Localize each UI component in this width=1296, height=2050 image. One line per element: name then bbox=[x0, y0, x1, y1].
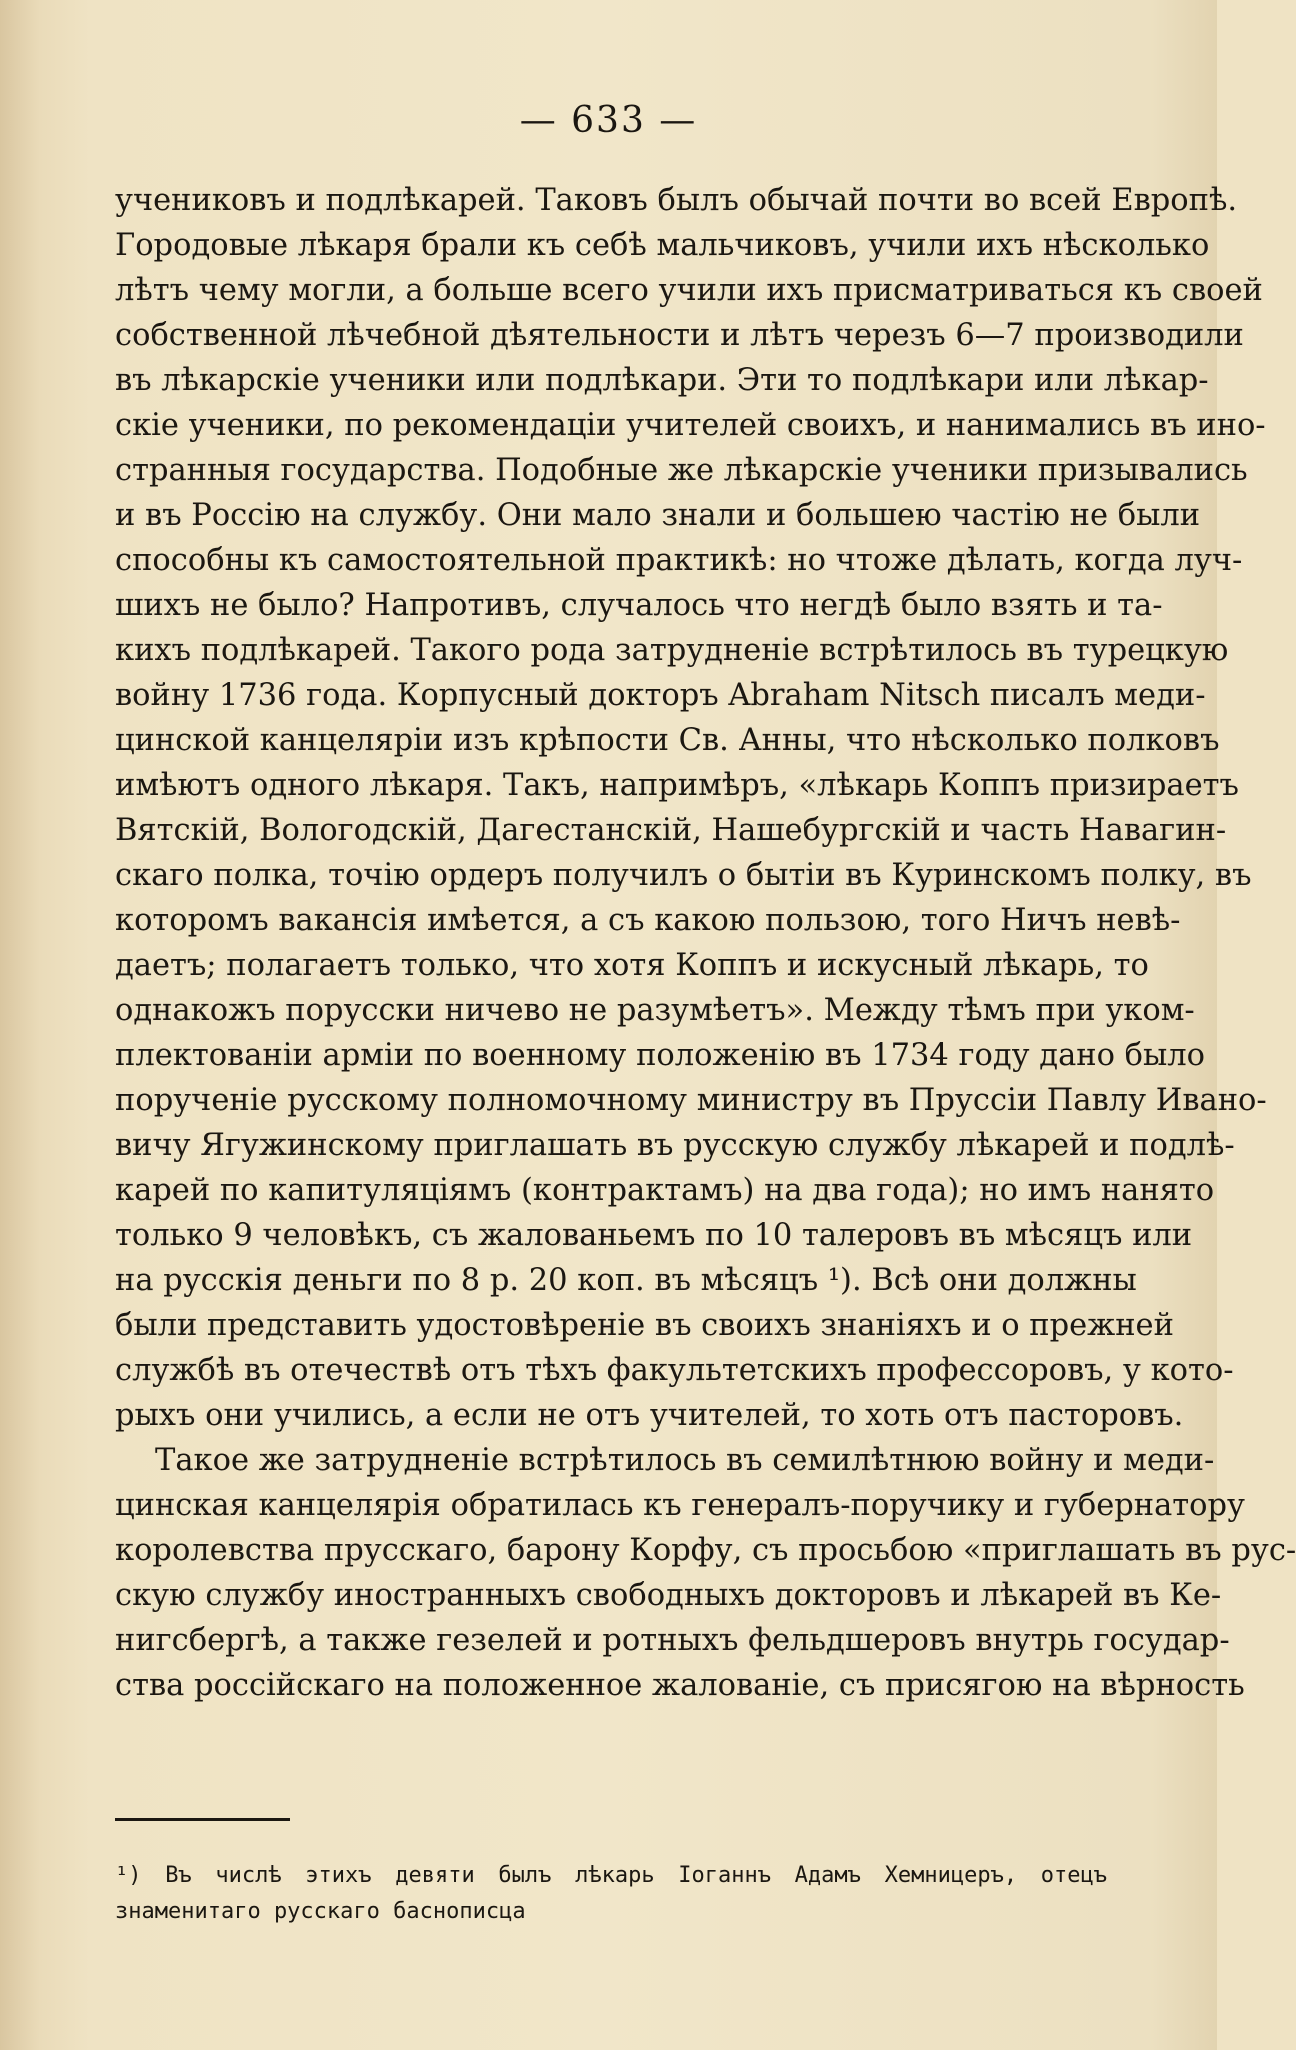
text-line: учениковъ и подлѣкарей. Таковъ былъ обычай почти во всей Европѣ. bbox=[115, 183, 1238, 218]
text-line: только 9 человѣкъ, съ жалованьемъ по 10 талеровъ въ мѣсяцъ или bbox=[115, 1218, 1193, 1253]
text-line: на русскія деньги по 8 р. 20 коп. въ мѣсяцъ ¹). Всѣ они должны bbox=[115, 1263, 1137, 1298]
text-line: странныя государства. Подобные же лѣкарскіе ученики призывались bbox=[115, 453, 1248, 488]
text-line: плектованіи арміи по военному положенію въ 1734 году дано было bbox=[115, 1038, 1206, 1073]
text-line: Городовые лѣкаря брали къ себѣ мальчиковъ, учили ихъ нѣсколько bbox=[115, 228, 1210, 263]
text-line: королевства прусскаго, барону Корфу, съ просьбою «приглашать въ рус- bbox=[115, 1533, 1296, 1568]
text-line: Такое же затрудненіе встрѣтилось въ семилѣтнюю войну и меди- bbox=[155, 1443, 1215, 1478]
text-line: шихъ не было? Напротивъ, случалось что негдѣ было взять и та- bbox=[115, 588, 1163, 623]
text-line: однакожъ порусски ничево не разумѣетъ». Между тѣмъ при уком- bbox=[115, 993, 1195, 1028]
text-line: имѣютъ одного лѣкаря. Такъ, напримѣръ, «лѣкарь Коппъ призираетъ bbox=[115, 768, 1239, 803]
footnote-line: ¹) Въ числѣ этихъ девяти былъ лѣкарь Іоганнъ Адамъ Хемницеръ, отецъ bbox=[115, 1863, 1107, 1888]
text-line: въ лѣкарскіе ученики или подлѣкари. Эти то подлѣкари или лѣкар- bbox=[115, 363, 1209, 398]
text-line: порученіе русскому полномочному министру въ Пруссіи Павлу Ивано- bbox=[115, 1083, 1267, 1118]
text-line: ства россійскаго на положенное жалованіе, съ присягою на вѣрность bbox=[115, 1668, 1245, 1703]
text-line: даетъ; полагаетъ только, что хотя Коппъ и искусный лѣкарь, то bbox=[115, 948, 1149, 983]
text-line: рыхъ они учились, а если не отъ учителей, то хоть отъ пасторовъ. bbox=[115, 1398, 1184, 1433]
page-number: — 633 — bbox=[519, 100, 698, 141]
text-line: способны къ самостоятельной практикѣ: но чтоже дѣлать, когда луч- bbox=[115, 543, 1243, 578]
text-line: кихъ подлѣкарей. Такого рода затрудненіе встрѣтилось въ турецкую bbox=[115, 633, 1229, 668]
text-line: лѣтъ чему могли, а больше всего учили ихъ присматриваться къ своей bbox=[115, 273, 1263, 308]
text-line: службѣ въ отечествѣ отъ тѣхъ факультетскихъ профессоровъ, у кото- bbox=[115, 1353, 1234, 1388]
text-line: были представить удостовѣреніе въ своихъ знаніяхъ и о прежней bbox=[115, 1308, 1174, 1343]
footnote-line: знаменитаго русскаго баснописца bbox=[115, 1899, 526, 1924]
footnote-divider bbox=[115, 1818, 290, 1821]
text-line: вичу Ягужинскому приглашать въ русскую службу лѣкарей и подлѣ- bbox=[115, 1128, 1235, 1163]
body-text bbox=[115, 178, 1296, 1708]
text-line: скую службу иностранныхъ свободныхъ докторовъ и лѣкарей въ Ке- bbox=[115, 1578, 1222, 1613]
footnotes bbox=[115, 1858, 1107, 1930]
text-line: собственной лѣчебной дѣятельности и лѣтъ черезъ 6—7 производили bbox=[115, 318, 1244, 353]
text-line: нигсбергѣ, а также гезелей и ротныхъ фельдшеровъ внутрь государ- bbox=[115, 1623, 1230, 1658]
text-line: войну 1736 года. Корпусный докторъ Abraham Nitsch писалъ меди- bbox=[115, 678, 1206, 713]
text-line: карей по капитуляціямъ (контрактамъ) на два года); но имъ нанято bbox=[115, 1173, 1215, 1208]
text-line: цинской канцеляріи изъ крѣпости Св. Анны, что нѣсколько полковъ bbox=[115, 723, 1220, 758]
text-line: скіе ученики, по рекомендаціи учителей своихъ, и нанимались въ ино- bbox=[115, 408, 1266, 443]
text-line: скаго полка, точію ордеръ получилъ о бытіи въ Куринскомъ полку, въ bbox=[115, 858, 1252, 893]
text-line: которомъ вакансія имѣется, а съ какою пользою, того Ничъ невѣ- bbox=[115, 903, 1181, 938]
text-line: и въ Россію на службу. Они мало знали и большею частію не были bbox=[115, 498, 1201, 533]
text-line: цинская канцелярія обратилась къ генералъ-поручику и губернатору bbox=[115, 1488, 1246, 1523]
text-line: Вятскій, Вологодскій, Дагестанскій, Нашебургскій и часть Навагин- bbox=[115, 813, 1227, 848]
